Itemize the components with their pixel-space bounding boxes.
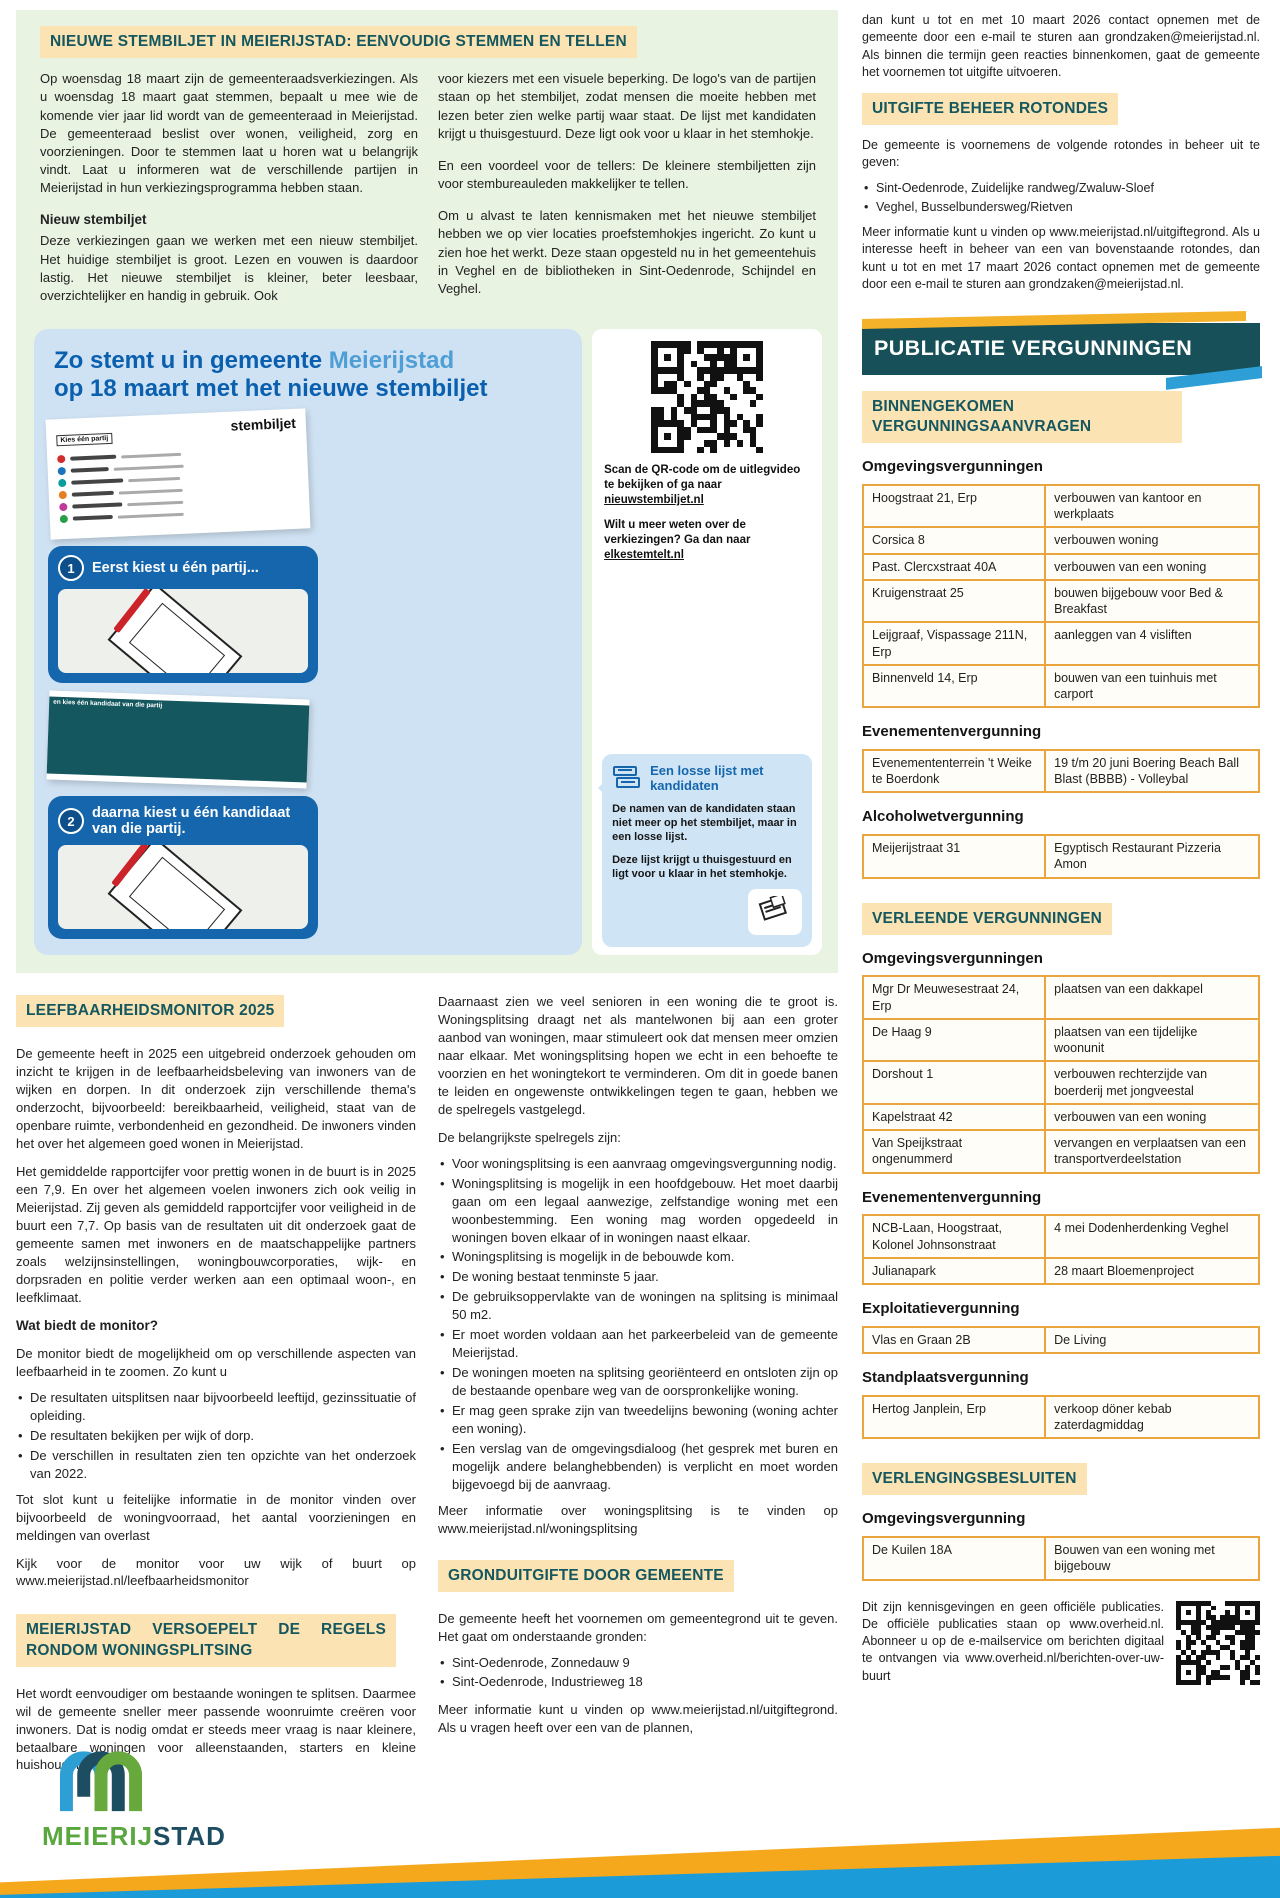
body-paragraph: Meer informatie kunt u vinden op www.meierijstad.nl/uitgiftegrond. Als u interesse heeft in beheer van een van bovenstaande rotondes, dan kunt u tot en met 17 maart 2026 contact opnemen met de gemeente door een e-mail te sturen aan grondzaken@meierijstad.nl.	[862, 225, 1260, 291]
table-row: Kapelstraat 42 verbouwen van een woning	[863, 1104, 1259, 1130]
body-paragraph: Deze verkiezingen gaan we werken met een nieuw stembiljet. Het huidige stembiljet is groot. Lezen en vouwen is daardoor lastig. Het nieuwe stembiljet is kleiner, beter leesbaar, overzichtelijker en handig in gebruik. Ook	[40, 233, 418, 303]
section-verleend	[862, 903, 1260, 1440]
step-2-text: daarna kiest u één kandidaat van die partij.	[92, 805, 291, 838]
stembiljet-col1	[40, 70, 418, 319]
list-item: • De woningen moeten na splitsing georiënteerd en ontsloten zijn op de bestaande openbare weg van de oorspronkelijke woning.	[438, 1364, 838, 1400]
woningsplitsing-column	[438, 991, 838, 1784]
body-paragraph: Kijk voor de monitor voor uw wijk of buurt op www.meierijstad.nl/leefbaarheidsmonitor	[16, 1555, 416, 1589]
elkestemtelt-link[interactable]: elkestemtelt.nl	[604, 548, 684, 561]
publicatie-vergunningen-banner: PUBLICATIE VERGUNNINGEN	[862, 323, 1260, 375]
official-publications-note	[862, 1599, 1260, 1685]
meierijstad-wordmark: MEIERIJSTAD	[42, 1821, 226, 1851]
list-item: • Sint-Oedenrode, Zonnedauw 9	[438, 1654, 838, 1672]
permits-table	[862, 834, 1260, 879]
stembiljet-article-title: NIEUWE STEMBILJET IN MEIERIJSTAD: EENVOUDIG STEMMEN EN TELLEN	[40, 26, 637, 58]
table-row: Past. Clercxstraat 40A verbouwen van een woning	[863, 554, 1259, 580]
permits-table	[862, 1326, 1260, 1354]
table-row: Vlas en Graan 2B De Living	[863, 1327, 1259, 1353]
body-paragraph: De gemeente heeft het voornemen om gemeentegrond uit te geven. Het gaat om onderstaande gronden:	[438, 1610, 838, 1644]
section-heading: BINNENGEKOMEN VERGUNNINGSAANVRAGEN	[862, 391, 1182, 443]
list-item: • De resultaten bekijken per wijk of dorp.	[16, 1427, 416, 1445]
table-row: Hertog Janplein, Erp verkoop döner kebab zaterdagmiddag	[863, 1396, 1259, 1439]
qr-code-uitlegvideo	[651, 341, 763, 453]
infographic-blue-panel	[34, 329, 582, 955]
ballot-sketch-2	[47, 691, 310, 789]
group-label: Alcoholwetvergunning	[862, 808, 1024, 826]
leefbaarheid-title: LEEFBAARHEIDSMONITOR 2025	[16, 995, 284, 1027]
table-row: Mgr Dr Meuwesestraat 24, Erp plaatsen van een dakkapel	[863, 976, 1259, 1019]
body-paragraph: Tot slot kunt u feitelijke informatie in de monitor vinden over bijvoorbeeld de woningvoorraad, het aantal voorzieningen en meldingen van overlast	[16, 1491, 416, 1543]
group-label: Evenementenvergunning	[862, 1188, 1042, 1206]
stembiljet-col2	[438, 70, 816, 319]
list-item: • Er moet worden voldaan aan het parkeerbeleid van de gemeente Meierijstad.	[438, 1326, 838, 1362]
list-item: • Woningsplitsing is mogelijk in een hoofdgebouw. Het moet daarbij gaan om een legaal aanwezige, zelfstandige woning met een woonbestemming. Een woning mag worden opgedeeld in woningen boven elkaar of in woningen naast elkaar.	[438, 1175, 838, 1247]
list-item: • Sint-Oedenrode, Zuidelijke randweg/Zwaluw-Sloef	[862, 180, 1260, 197]
nieuwstembiljet-link[interactable]: nieuwstembiljet.nl	[604, 493, 704, 506]
ballot-top-label: Kies één partij	[56, 433, 112, 446]
group-label: Standplaatsvergunning	[862, 1369, 1029, 1387]
step-1-illustration	[58, 589, 308, 673]
note-text: Dit zijn kennisgevingen en geen officiële publicaties. De officiële publicaties staan op www.overheid.nl. Abonneer u op de e-mailservice om berichten digitaal te ontvangen via www.overheid.nl/berichten-over-uw-buurt	[862, 1599, 1164, 1683]
body-paragraph: Meer informatie over woningsplitsing is te vinden op www.meierijstad.nl/woningsplitsing	[438, 1502, 838, 1536]
table-row: De Haag 9 plaatsen van een tijdelijke woonunit	[863, 1019, 1259, 1062]
callout-title: Een losse lijst met kandidaten	[650, 762, 764, 793]
table-row: Evenemententerrein 't Weike te Boerdonk 19 t/m 20 juni Boering Beach Ball Blast (BBBB) - Volleybal	[863, 750, 1259, 793]
ballot-sketch	[46, 409, 311, 540]
table-row: NCB-Laan, Hoogstraat, Kolonel Johnsonstraat 4 mei Dodenherdenking Veghel	[863, 1215, 1259, 1258]
section-heading: VERLEENDE VERGUNNINGEN	[862, 903, 1112, 935]
table-row: Meijerijstraat 31 Egyptisch Restaurant Pizzeria Amon	[863, 835, 1259, 878]
nieuw-stembiljet-subhead: Nieuw stembiljet	[40, 212, 147, 228]
gronden-list	[438, 1654, 838, 1692]
ballot-label: stembiljet	[230, 415, 297, 434]
rotondes-list	[862, 180, 1260, 217]
qr-caption-1: Scan de QR-code om de uitlegvideo te bekijken of ga naar nieuwstembiljet.nl	[604, 464, 801, 506]
page-footer	[0, 1738, 1280, 1898]
callout-paragraph: Deze lijst krijgt u thuisgestuurd en ligt voor u klaar in het stemhokje.	[612, 853, 792, 880]
step-2-illustration	[58, 845, 308, 929]
permits-table	[862, 1536, 1260, 1581]
meierijstad-logo-icon	[42, 1742, 160, 1814]
infographic-title: Zo stemt u in gemeente Meierijstad op 18 maart met het nieuwe stembiljet	[54, 347, 488, 402]
stembiljet-infographic	[34, 329, 822, 955]
gronduitgifte-continuation: dan kunt u tot en met 10 maart 2026 contact opnemen met de gemeente door een e-mail te sturen aan grondzaken@meierijstad.nl. Als binnen die termijn geen reacties binnenkomen, gaat de gemeente het voornemen tot uitgifte uitvoeren.	[862, 13, 1260, 79]
permits-table	[862, 1395, 1260, 1440]
body-paragraph: De monitor biedt de mogelijkheid om op verschillende aspecten van leefbaarheid in te zoomen. Zo kunt u	[16, 1346, 416, 1380]
table-row: Binnenveld 14, Erp bouwen van een tuinhuis met carport	[863, 665, 1259, 708]
permits-table	[862, 975, 1260, 1173]
right-rail	[862, 10, 1260, 1784]
table-row: Corsica 8 verbouwen woning	[863, 527, 1259, 553]
table-row: Dorshout 1 verbouwen rechterzijde van boerderij met jongveestal	[863, 1061, 1259, 1104]
list-item: • De woning bestaat tenminste 5 jaar.	[438, 1268, 838, 1286]
list-item: • De resultaten uitsplitsen naar bijvoorbeeld leeftijd, gezinssituatie of opleiding.	[16, 1389, 416, 1425]
list-item: • Sint-Oedenrode, Industrieweg 18	[438, 1673, 838, 1691]
table-row: De Kuilen 18A Bouwen van een woning met bijgebouw	[863, 1537, 1259, 1580]
body-paragraph: Daarnaast zien we veel senioren in een woning die te groot is. Woningsplitsing draagt net als mantelwonen bij aan een groter aanbod van woningen, maar stimuleert ook dat mensen meer omzien naar elkaar. Met woningsplitsing hopen we echt in een behoefte te voorzien en het woningtekort te verminderen. Om dit in goede banen te leiden en ongewenste ontwikkelingen tegen te gaan, hebben we de spelregels vastgelegd.	[438, 994, 838, 1117]
body-paragraph: Het wordt eenvoudiger om bestaande woningen te splitsen. Daarmee wil de gemeente sneller meer passende woonruimte creëren voor inwoners. Dat is nodig omdat er steeds meer vraag is naar kleinere, betaalbare woningen voor alleenstaanden, starters en kleine huishoudens.	[16, 1685, 416, 1773]
ballot-band-label: en kies één kandidaat van die partij	[47, 697, 310, 783]
rotondes-title: UITGIFTE BEHEER ROTONDES	[862, 93, 1118, 125]
infographic-right-rail	[592, 329, 822, 955]
body-paragraph: Meer informatie kunt u vinden op www.meierijstad.nl/uitgiftegrond. Als u vragen heeft over een van de plannen,	[438, 1702, 838, 1736]
table-row: Van Speijkstraat ongenummerd vervangen en verplaatsen van een transportverdeelstation	[863, 1130, 1259, 1173]
body-paragraph: Om u alvast te laten kennismaken met het nieuwe stembiljet hebben we op vier locaties proefstemhokjes ingericht. Zo kunt u zien hoe het werkt. Deze staan opgesteld nu in het gemeentehuis in Veghel en de bibliotheken in Sint-Oedenrode, Schijndel en Veghel.	[438, 208, 816, 297]
losse-lijst-callout	[602, 754, 812, 947]
stembiljet-article	[16, 10, 838, 973]
list-item: • Voor woningsplitsing is een aanvraag omgevingsvergunning nodig.	[438, 1155, 838, 1173]
list-item: • De gebruiksoppervlakte van de woningen na splitsing is minimaal 50 m2.	[438, 1288, 838, 1324]
list-icon	[612, 764, 642, 794]
table-row: Hoogstraat 21, Erp verbouwen van kantoor en werkplaats	[863, 485, 1259, 528]
footer-color-bands	[0, 1820, 1280, 1898]
monitor-subhead: Wat biedt de monitor?	[16, 1317, 158, 1333]
table-row: Julianapark 28 maart Bloemenproject	[863, 1258, 1259, 1284]
group-label: Evenementenvergunning	[862, 723, 1042, 741]
group-label: Omgevingsvergunning	[862, 1510, 1026, 1528]
leefbaarheid-column	[16, 991, 416, 1784]
body-paragraph: voor kiezers met een visuele beperking. De logo's van de partijen staan op het stembiljet, zodat mensen die moeite hebben met lezen beter zien welke partij waar staat. De lijst met kandidaten krijgt u thuisgestuurd. Deze ligt ook voor u klaar in het stemhokje.	[438, 71, 816, 141]
qr-code-overheid	[1176, 1601, 1260, 1685]
table-row: Kruigenstraat 25 bouwen bijgebouw voor Bed & Breakfast	[863, 580, 1259, 623]
table-row: Leijgraaf, Vispassage 211N, Erp aanleggen van 4 visliften	[863, 622, 1259, 665]
group-label: Omgevingsvergunningen	[862, 949, 1043, 967]
section-binnengekomen	[862, 391, 1260, 879]
list-item: • De verschillen in resultaten zien ten opzichte van het onderzoek van 2022.	[16, 1447, 416, 1483]
group-label: Omgevingsvergunningen	[862, 458, 1043, 476]
step-1	[48, 546, 318, 683]
permits-table	[862, 484, 1260, 709]
section-verlenging	[862, 1463, 1260, 1580]
step-1-number-icon: 1	[58, 555, 84, 581]
permits-table	[862, 1214, 1260, 1285]
qr-caption-2: Wilt u meer weten over de verkiezingen? Ga dan naar elkestemtelt.nl	[604, 518, 751, 561]
step-2	[48, 796, 318, 939]
step-1-text: Eerst kiest u één partij...	[92, 560, 259, 577]
group-label: Exploitatievergunning	[862, 1300, 1020, 1318]
callout-paragraph: De namen van de kandidaten staan niet meer op het stembiljet, maar in een losse lijst.	[612, 802, 797, 844]
list-item: • Veghel, Busselbundersweg/Rietven	[862, 199, 1260, 216]
body-paragraph: Het gemiddelde rapportcijfer voor prettig wonen in de buurt is in 2025 een 7,9. En over het algemeen voelen inwoners zich ook veilig in Meierijstad. Zij geven als gemiddeld rapportcijfer voor veiligheid in de buurt een 7,7. Op basis van de resultaten uit dit onderzoek gaat de gemeente samen met inwoners en de maatschappelijke partners zoals welzijnsinstellingen, woningbouwcorporaties, wijk- en dorpsraden en politie verder werken aan een optimaal woon-, en leefklimaat.	[16, 1164, 416, 1305]
permits-table	[862, 749, 1260, 794]
body-paragraph: Op woensdag 18 maart zijn de gemeenteraadsverkiezingen. Als u woensdag 18 maart gaat stemmen, bepaalt u mee wie de komende vier jaar lid wordt van de gemeenteraad in Meierijstad. De gemeenteraad beslist over wonen, veiligheid, zorg en voorzieningen. Door te stemmen laat u horen wat u belangrijk vindt. Laat u informeren wat de verschillende partijen in Meierijstad in hun verkiezingsprogramma hebben staan.	[40, 71, 418, 196]
section-heading: VERLENGINGSBESLUITEN	[862, 1463, 1087, 1495]
body-paragraph: De gemeente is voornemens de volgende rotondes in beheer uit te geven:	[862, 138, 1260, 170]
woningsplitsing-title: MEIERIJSTAD VERSOEPELT DE REGELS RONDOM WONINGSPLITSING	[16, 1614, 396, 1666]
document-icon	[748, 889, 802, 935]
body-paragraph: En een voordeel voor de tellers: De kleinere stembiljetten zijn voor stembureauleden makkelijker te tellen.	[438, 157, 816, 192]
body-paragraph: De belangrijkste spelregels zijn:	[438, 1129, 621, 1145]
list-item: • Woningsplitsing is mogelijk in de bebouwde kom.	[438, 1248, 838, 1266]
body-paragraph: De gemeente heeft in 2025 een uitgebreid onderzoek gehouden om inzicht te krijgen in de leefbaarheidsbeleving van inwoners van de wijken en dorpen. In dit onderzoek zijn verschillende thema's onderzocht, bijvoorbeeld: bereikbaarheid, veiligheid, staat van de openbare ruimte, verbondenheid en gezondheid. De inwoners vinden het over het algemeen goed wonen in Meierijstad.	[16, 1046, 416, 1152]
spelregels-list	[438, 1155, 838, 1494]
monitor-bullet-list	[16, 1389, 416, 1483]
gronduitgifte-title: GRONDUITGIFTE DOOR GEMEENTE	[438, 1560, 734, 1592]
list-item: • Er mag geen sprake zijn van tweedelijns bewoning (woning achter een woning).	[438, 1402, 838, 1438]
step-2-number-icon: 2	[58, 808, 84, 834]
list-item: • Een verslag van de omgevingsdialoog (het gesprek met buren en mogelijk andere belanghebbenden) is verplicht en moet worden bijgevoegd bij de aanvraag.	[438, 1440, 838, 1494]
